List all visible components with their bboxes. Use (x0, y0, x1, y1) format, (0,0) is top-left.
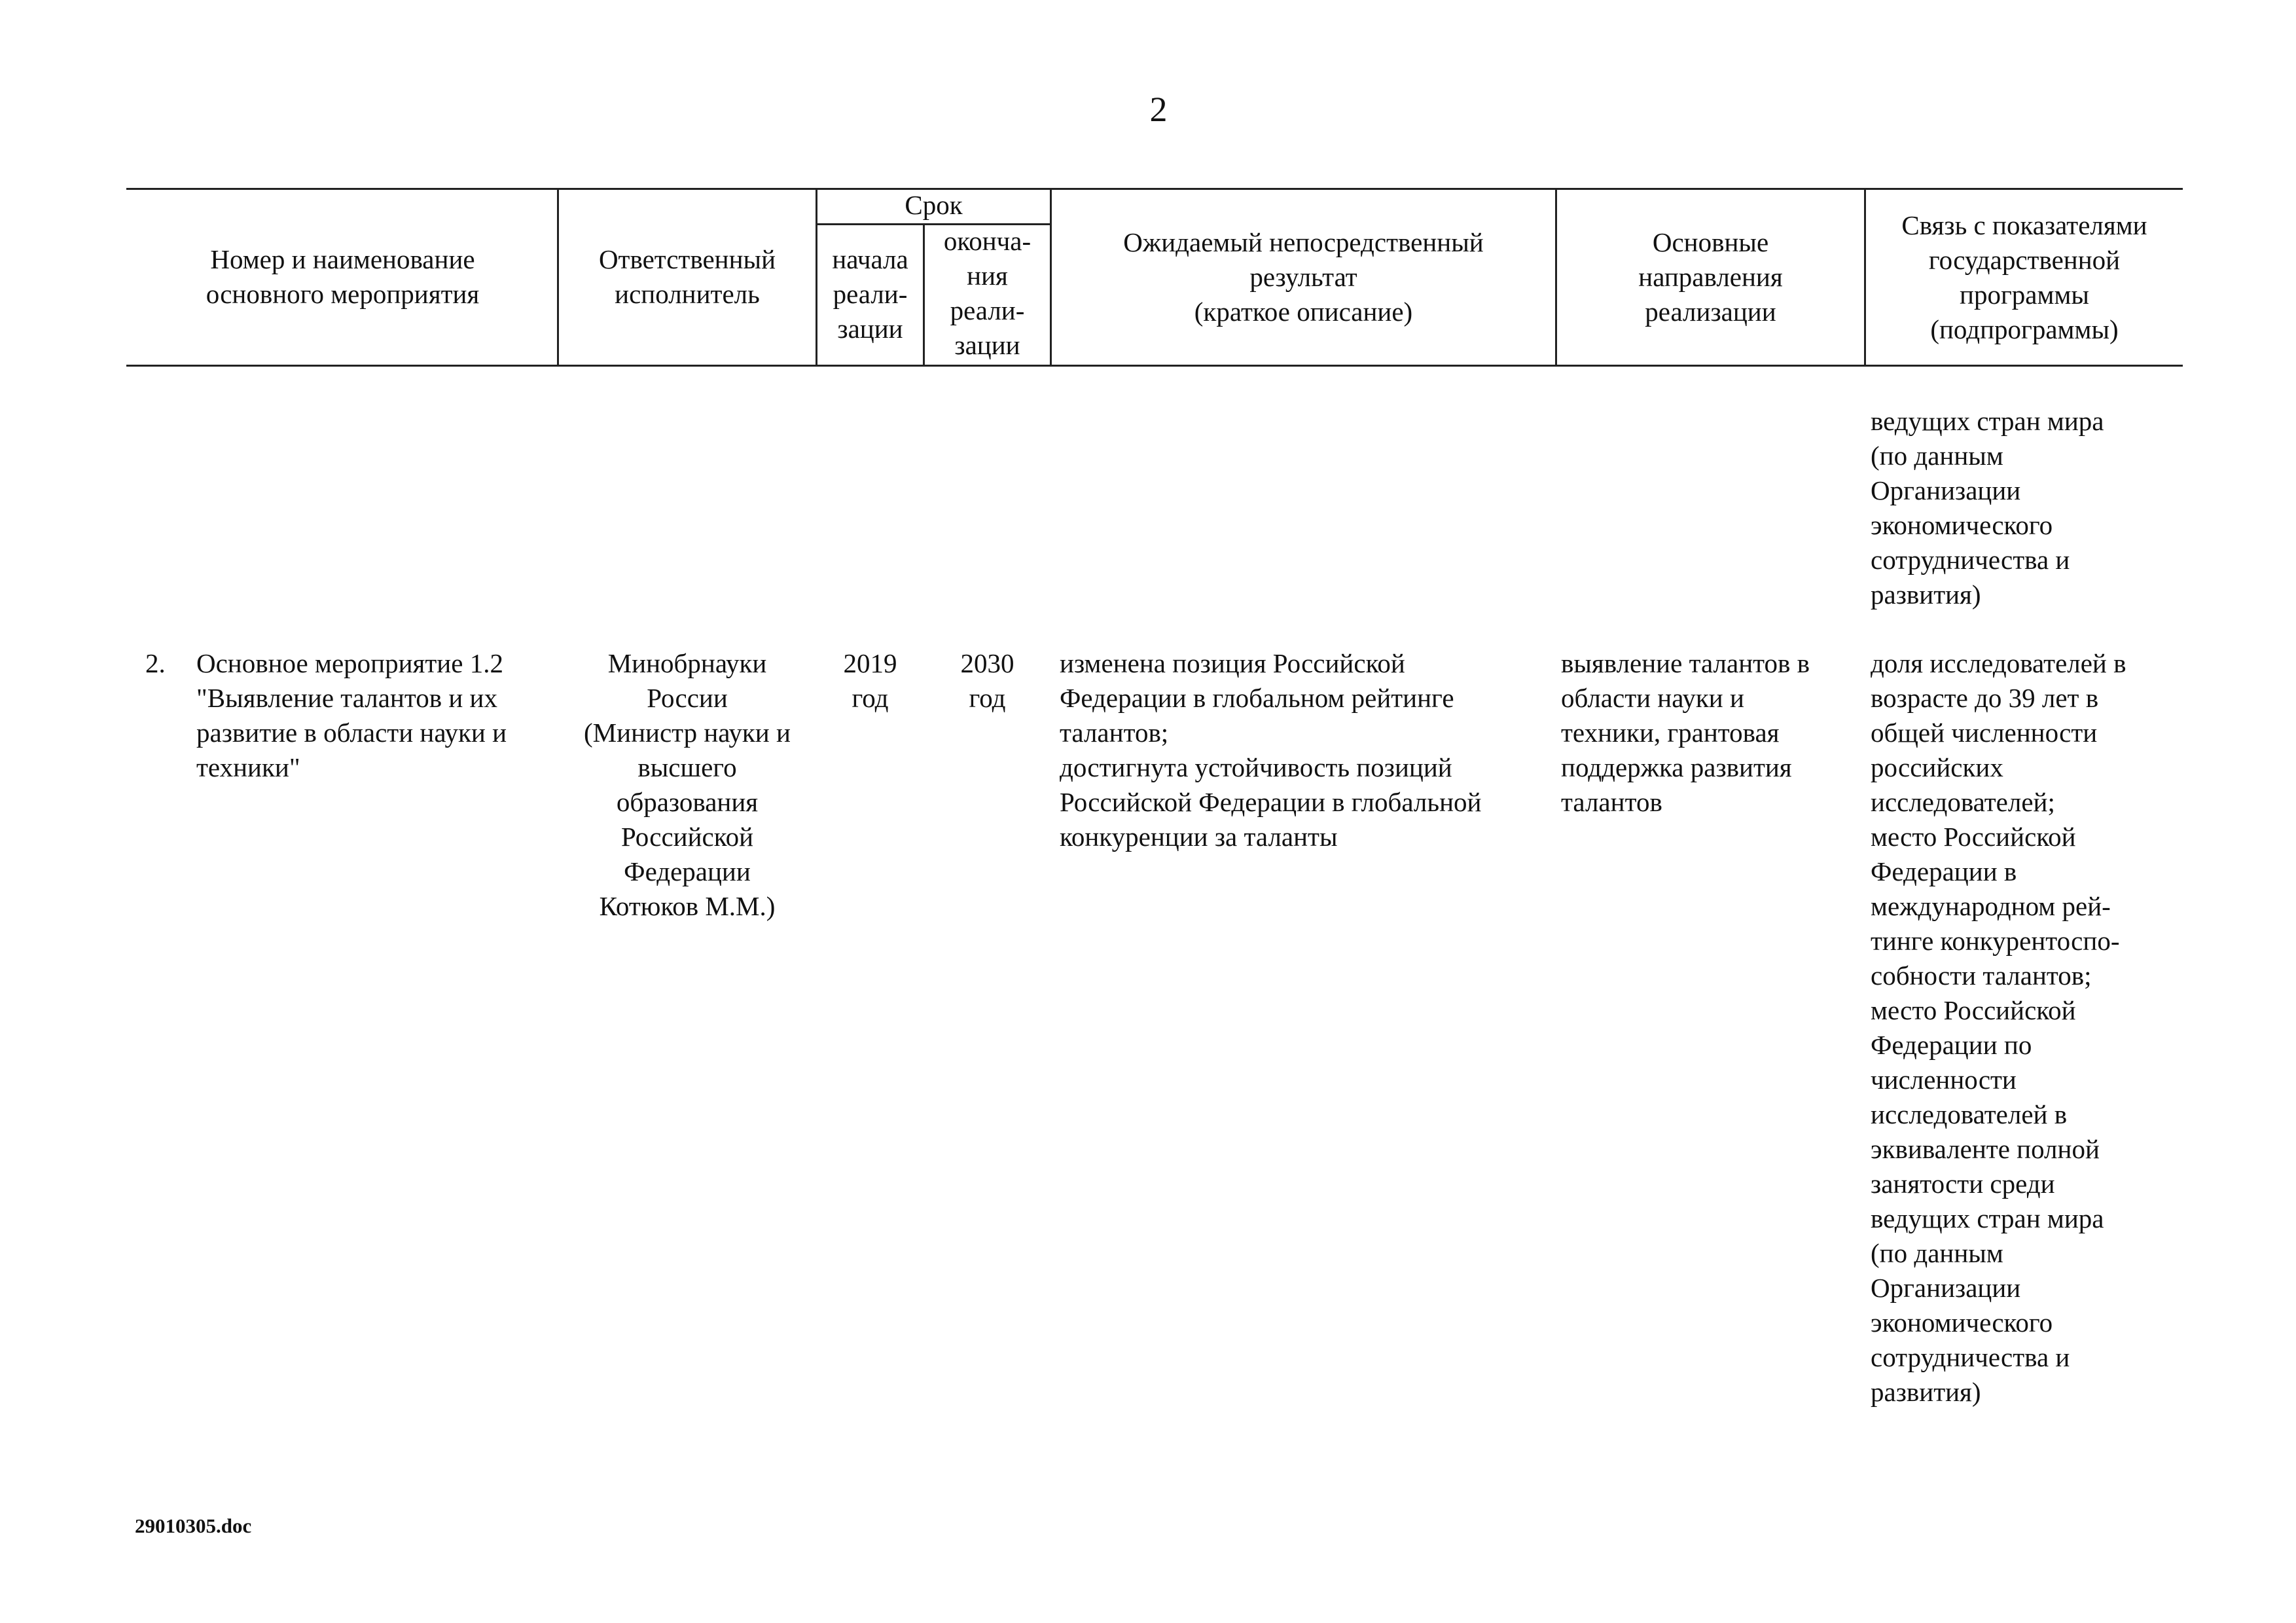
header-col-result: Ожидаемый непосредственный результат (краткое описание) (1123, 227, 1484, 327)
row-result: изменена позиция Российской Федерации в глобальном рейтинге талантов; достигнута устойчивость позиций Российской Федерации в глобальной конкуренции за таланты (1060, 648, 1482, 852)
header-col-indicators: Связь с показателями государственной программы (подпрограммы) (1901, 210, 2147, 344)
table-top-rule (126, 188, 2183, 190)
row-number: 2. (145, 648, 166, 678)
header-col-name: Номер и наименование основного мероприятия (206, 244, 480, 309)
continuation-indicators: ведущих стран мира (по данным Организации экономического сотрудничества и развития) (1871, 406, 2104, 610)
row-indicators: доля исследователей в возрасте до 39 лет в общей численности российских исследователей; место Российской Федерации в международном рей- тинге конкурентоспо- собности талантов; место Российской Федерации по численности исследователей в эквиваленте полной занятости среди ведущих стран мира (по данным Организации экономического сотрудничества и развития) (1871, 648, 2126, 1407)
header-col-start: начала реали- зации (832, 244, 908, 344)
footer-filename: 29010305.doc (135, 1514, 252, 1537)
page-number: 2 (1149, 90, 1168, 129)
row-end: 2030 год (960, 648, 1014, 713)
row-directions: выявление талантов в области науки и техники, грантовая поддержка развития талантов (1561, 648, 1810, 817)
header-col-executor: Ответственный исполнитель (598, 244, 776, 309)
table-header-bottom-rule (126, 365, 2183, 367)
header-srok: Срок (905, 190, 963, 220)
header-col-end: оконча- ния реали- зации (943, 226, 1031, 360)
row-start: 2019 год (843, 648, 897, 713)
row-executor: Минобрнауки России (Министр науки и высшего образования Российской Федерации Котюков М.М.) (584, 648, 791, 921)
row-name: Основное мероприятие 1.2 "Выявление талантов и их развитие в области науки и техники" (196, 648, 507, 782)
header-col-directions: Основные направления реализации (1638, 227, 1783, 327)
